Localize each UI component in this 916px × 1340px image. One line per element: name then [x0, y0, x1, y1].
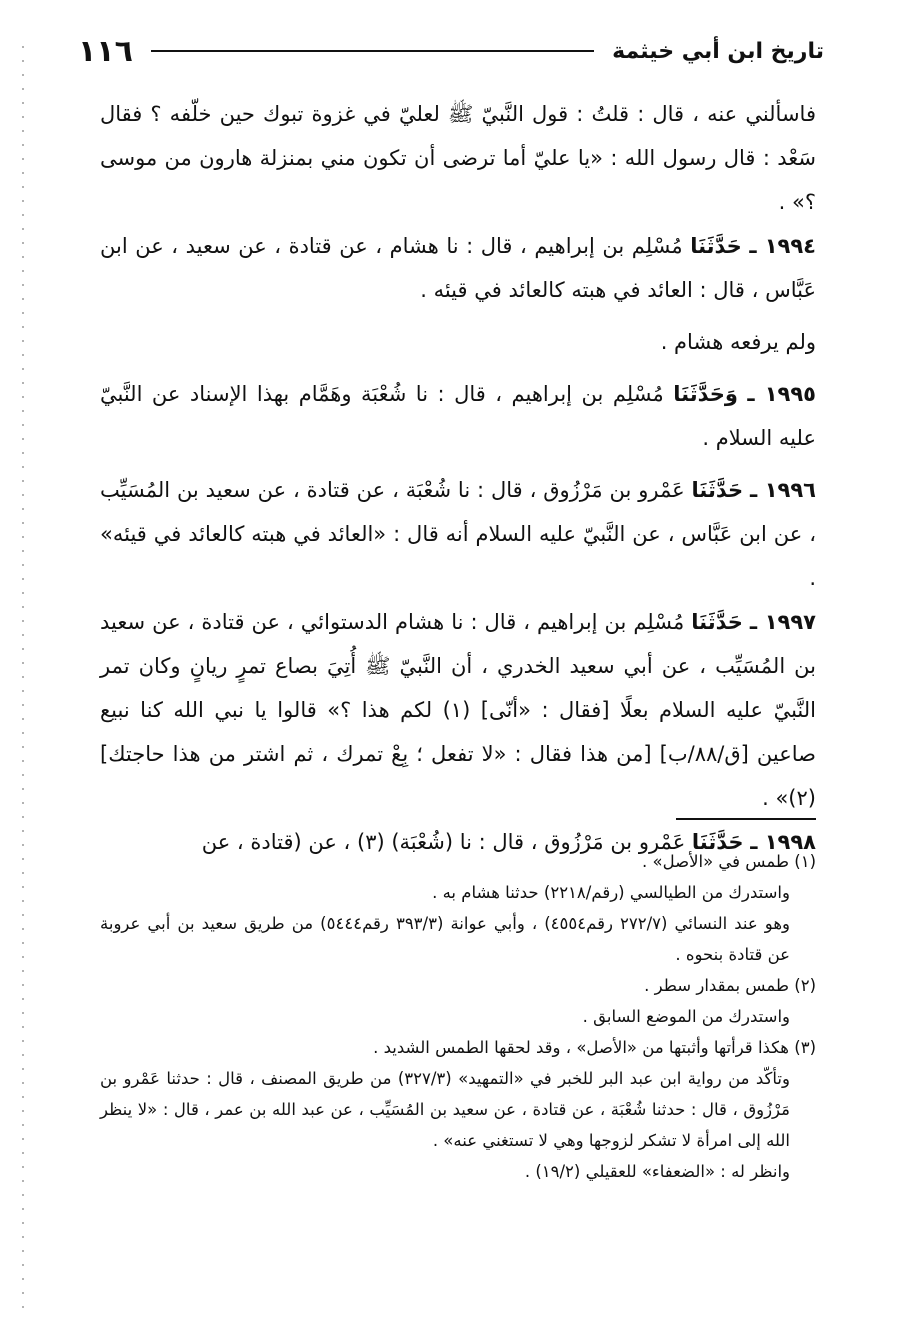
hadith-number: ١٩٩٤ ـ [749, 234, 816, 258]
footnote-text: وتأكّد من رواية ابن عبد البر للخبر في «التمهيد» (٣٢٧/٣) من طريق المصنف ، قال : حدثنا عَمْرو بن مَرْزُوق ، قال : حدثنا شُعْبَة ، عن قتادة ، عن سعيد بن المُسَيِّب ، عن عبد الله بن عمر ، قال : «لا ينظر الله إلى امرأة لا تشكر لزوجها وهي لا تستغني عنه» . [100, 1069, 790, 1150]
hadith-number: ١٩٩٦ ـ [750, 478, 816, 502]
hadith-1994 [100, 224, 816, 312]
header-rule [151, 50, 594, 52]
narration-formula: وَحَدَّثَنَا [673, 382, 738, 406]
running-title: تاريخ ابن أبي خيثمة [612, 38, 824, 64]
footnote-text: واستدرك من الموضع السابق . [582, 1007, 790, 1026]
footnote-1: (١) طمس في «الأصل» . [641, 852, 816, 871]
page-header [78, 30, 824, 72]
footnote-3: (٣) هكذا قرأتها وأثبتها من «الأصل» ، وقد لحقها الطمس الشديد . [373, 1038, 816, 1057]
hadith-text: عَمْرو بن مَرْزُوق ، قال : نا شُعْبَة ، عن قتادة ، عن سعيد بن المُسَيِّب ، عن ابن عَبَّاس ، عن النَّبيّ عليه السلام أنه قال : «العائد في هبته كالعائد في قيئه» . [100, 478, 816, 590]
hadith-text: مُسْلِم بن إبراهيم ، قال : نا هشام الدستوائي ، عن قتادة ، عن سعيد بن المُسَيِّب ، عن أبي سعيد الخدري ، أن النَّبيّ ﷺ أُتِيَ بصاع تمرٍ ريانٍ وكان تمر النَّبيّ عليه السلام بعلًا [فقال : «أنّى] (١) لكم هذا ؟» قالوا يا نبي الله كنا نبيع صاعين [ق/٨٨/ب] [من هذا فقال : «لا تفعل ؛ بِعْ تمرك ، ثم اشتر من هذا حاجتك] (٢)» . [100, 610, 816, 810]
hadith-text: مُسْلِم بن إبراهيم ، قال : نا هشام ، عن قتادة ، عن سعيد ، عن ابن عَبَّاس ، قال : العائد في هبته كالعائد في قيئه . [100, 234, 816, 302]
footnote-text: واستدرك من الطيالسي (رقم/٢٢١٨) حدثنا هشام به . [432, 883, 790, 902]
hadith-note: ولم يرفعه هشام . [660, 330, 816, 354]
hadith-number: ١٩٩٥ ـ [747, 382, 816, 406]
footnote-2: (٢) طمس بمقدار سطر . [644, 976, 816, 995]
hadith-1996 [100, 468, 816, 600]
narration-formula: حَدَّثَنَا [691, 830, 744, 854]
main-text [100, 92, 816, 864]
footnote-text: وانظر له : «الضعفاء» للعقيلي (١٩/٢) . [524, 1162, 790, 1181]
margin-dots [22, 40, 24, 1320]
hadith-text: مُسْلِم بن إبراهيم ، قال : نا شُعْبَة وهَمَّام بهذا الإسناد عن النَّبيّ عليه السلام . [100, 382, 816, 450]
footnote-separator [676, 818, 816, 820]
narration-formula: حَدَّثَنَا [690, 234, 742, 258]
page-number: ١١٦ [78, 33, 133, 69]
hadith-text: عَمْرو بن مَرْزُوق ، قال : نا (شُعْبَة) (٣) ، عن (قتادة ، عن [201, 830, 686, 854]
hadith-number: ١٩٩٧ ـ [749, 610, 816, 634]
hadith-1995 [100, 372, 816, 460]
narration-formula: حَدَّثَنَا [691, 610, 743, 634]
footnotes [100, 846, 816, 1187]
hadith-1997 [100, 600, 816, 820]
footnote-text: وهو عند النسائي (٢٧٢/٧ رقم٤٥٥٤) ، وأبي عوانة (٣٩٣/٣ رقم٥٤٤٤) من طريق سعيد بن أبي عروبة عن قتادة بنحوه . [100, 914, 790, 964]
narration-formula: حَدَّثَنَا [691, 478, 744, 502]
hadith-number: ١٩٩٨ ـ [750, 830, 816, 854]
paragraph: فاسألني عنه ، قال : قلتُ : قول النَّبيّ ﷺ لعليّ في غزوة تبوك حين خلّفه ؟ فقال سَعْد : قال رسول الله : «يا عليّ أما ترضى أن تكون مني بمنزلة هارون من موسى ؟» . [100, 102, 816, 214]
